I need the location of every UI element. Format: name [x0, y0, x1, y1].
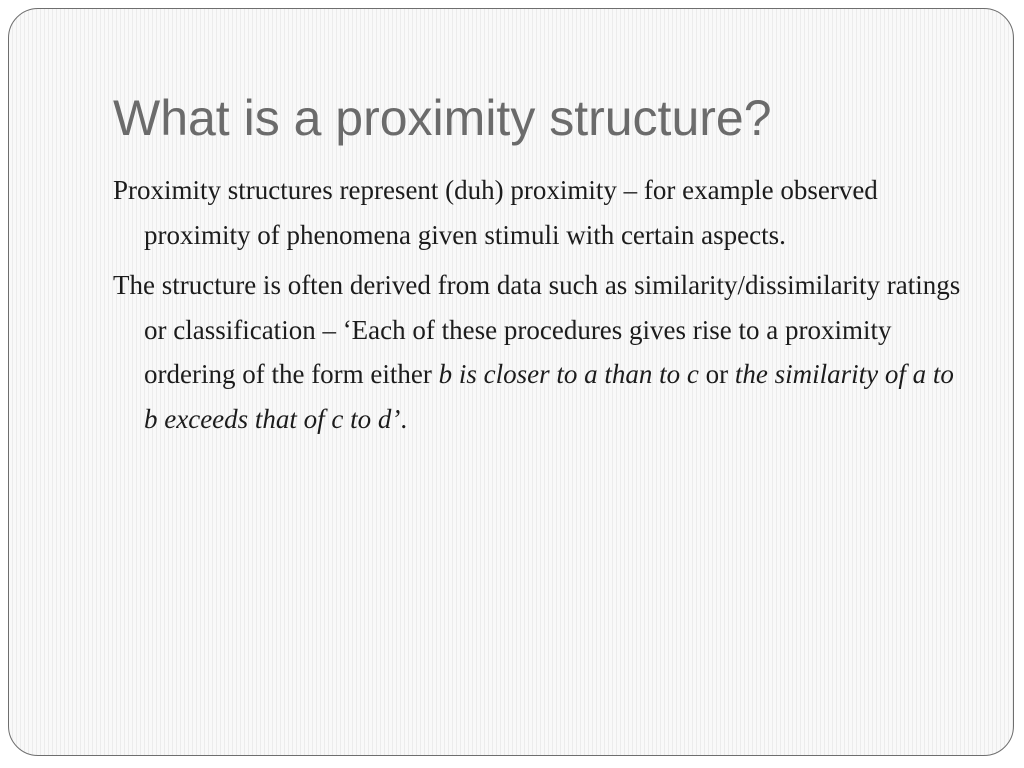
connector-text: or	[698, 359, 735, 389]
paragraph-end: .	[400, 403, 408, 434]
paragraph-structure-derivation	[113, 263, 963, 441]
slide-body	[113, 168, 963, 447]
slide-title: What is a proximity structure?	[113, 90, 772, 146]
paragraph-text: The structure is often derived from data such as similarity/dissimilarity ratings or classification – ‘Each of these procedures gives rise to a proximity ordering of the form either	[113, 270, 961, 389]
italic-example-closer: b is closer to a than to c	[438, 359, 699, 389]
paragraph-proximity-definition: Proximity structures represent (duh) proximity – for example observed proximity of phenomena given stimuli with certain aspects.	[113, 175, 878, 250]
italic-example-similarity: the similarity of a to b exceeds that of c to d’	[144, 359, 954, 434]
